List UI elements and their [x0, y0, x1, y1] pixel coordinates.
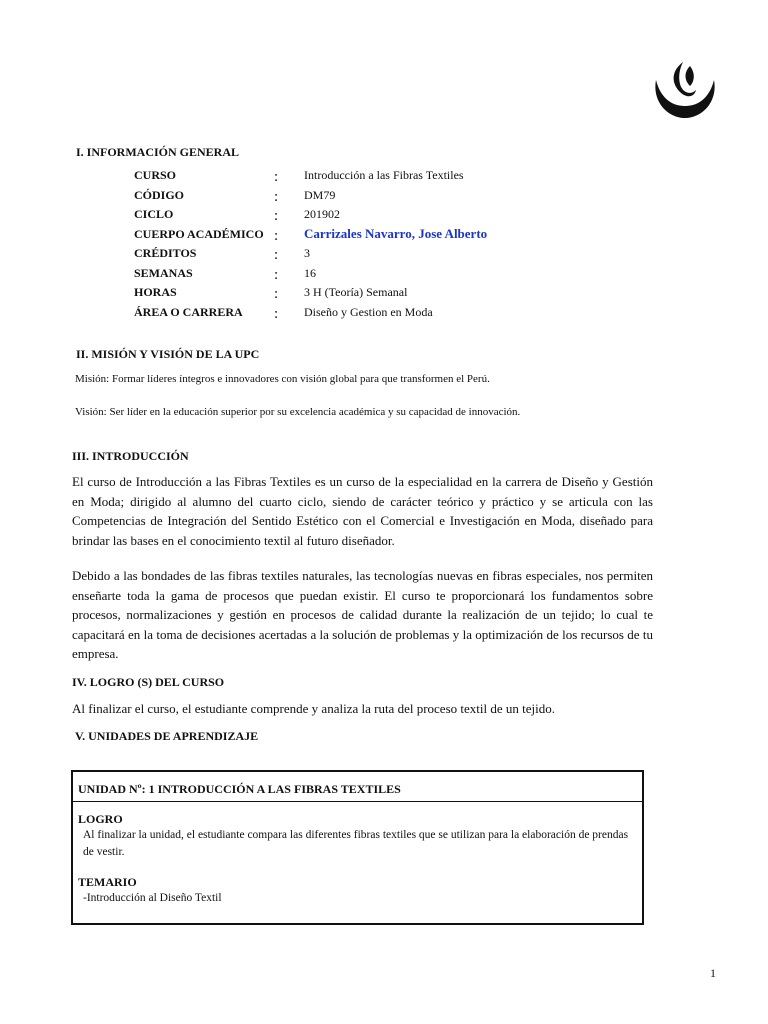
intro-paragraph-2: Debido a las bondades de las fibras textiles naturales, las tecnologías nuevas en fibras especiales, nos permiten enseñarte toda la gama de procesos que puedan existir. El curso te proporcionará los fundamentos sobre procesos, normalizaciones y gestión en procesos de calidad durante la realización de un tejido; lo cual te capacitará en la toma de decisiones acertadas a la solución de problemas y la optimización de los recursos de tu empresa.: [72, 568, 653, 661]
info-value: 3: [304, 246, 310, 260]
info-value: 16: [304, 265, 316, 280]
info-colon: :: [274, 286, 279, 302]
vision-text: Visión: Ser líder en la educación superior por su excelencia académica y su capacidad de innovación.: [75, 406, 521, 418]
info-colon: :: [274, 188, 279, 205]
general-info-table: [134, 166, 554, 322]
info-label: SEMANAS: [134, 265, 193, 280]
info-value: Diseño y Gestion en Moda: [304, 304, 433, 319]
section-title-informacion-general: I. INFORMACIÓN GENERAL: [76, 145, 240, 159]
info-colon: :: [274, 247, 279, 263]
info-row-cuerpo-academico: [134, 225, 554, 245]
instructor-name-link[interactable]: Carrizales Navarro, Jose Alberto: [304, 225, 488, 241]
section-title-mision-vision: II. MISIÓN Y VISIÓN DE LA UPC: [76, 347, 260, 361]
unit-logro-text: Al finalizar la unidad, el estudiante compara las diferentes fibras textiles que se utilizan para la elaboración de prendas de vestir.: [83, 829, 629, 858]
info-label: CÓDIGO: [134, 187, 185, 202]
info-value: 3 H (Teoría) Semanal: [304, 285, 408, 299]
upc-logo: [650, 58, 720, 120]
info-row-codigo: [134, 186, 554, 206]
info-row-curso: [134, 166, 554, 186]
mision-text: Misión: Formar líderes íntegros e innovadores con visión global para que transformen el Perú.: [75, 373, 490, 385]
unit-logro-label: LOGRO: [78, 812, 123, 826]
info-row-creditos: [134, 244, 554, 264]
info-label: ÁREA O CARRERA: [134, 304, 243, 319]
page-number: 1: [710, 966, 716, 980]
info-colon: :: [274, 169, 279, 185]
logro-curso-text: Al finalizar el curso, el estudiante comprende y analiza la ruta del proceso textil de un tejido.: [72, 701, 555, 716]
info-colon: :: [274, 305, 279, 322]
info-value: Introducción a las Fibras Textiles: [304, 168, 464, 182]
info-label: CICLO: [134, 207, 174, 221]
info-row-semanas: [134, 264, 554, 284]
section-title-logro-curso: IV. LOGRO (S) DEL CURSO: [72, 675, 225, 689]
info-label: CUERPO ACADÉMICO: [134, 226, 264, 241]
info-value: DM79: [304, 187, 336, 202]
unit-title: UNIDAD Nº: 1 INTRODUCCIÓN A LAS FIBRAS TEXTILES: [73, 772, 642, 802]
unit-temario-text: -Introducción al Diseño Textil: [83, 892, 222, 904]
intro-paragraph-1: El curso de Introducción a las Fibras Textiles es un curso de la especialidad en la carrera de Diseño y Gestión en Moda; dirigido al alumno del cuarto ciclo, siendo de carácter teórico y práctico y se articula con las Competencias de Integración del Sentido Estético con el Comercial e Investigación en Moda, diseñado para brindar las bases en el conocimiento textil al futuro diseñador.: [72, 474, 653, 548]
unit-box: [71, 770, 644, 925]
info-colon: :: [274, 266, 279, 283]
section-title-unidades: V. UNIDADES DE APRENDIZAJE: [75, 729, 259, 743]
unit-temario-label: TEMARIO: [78, 875, 137, 889]
info-label: CRÉDITOS: [134, 246, 197, 260]
info-row-ciclo: [134, 205, 554, 225]
info-row-horas: [134, 283, 554, 303]
section-title-introduccion: III. INTRODUCCIÓN: [72, 449, 189, 463]
info-value: 201902: [304, 207, 340, 221]
info-colon: :: [274, 208, 279, 224]
info-colon: :: [274, 227, 279, 244]
info-label: HORAS: [134, 285, 177, 299]
info-row-area-carrera: [134, 303, 554, 323]
info-label: CURSO: [134, 168, 177, 182]
